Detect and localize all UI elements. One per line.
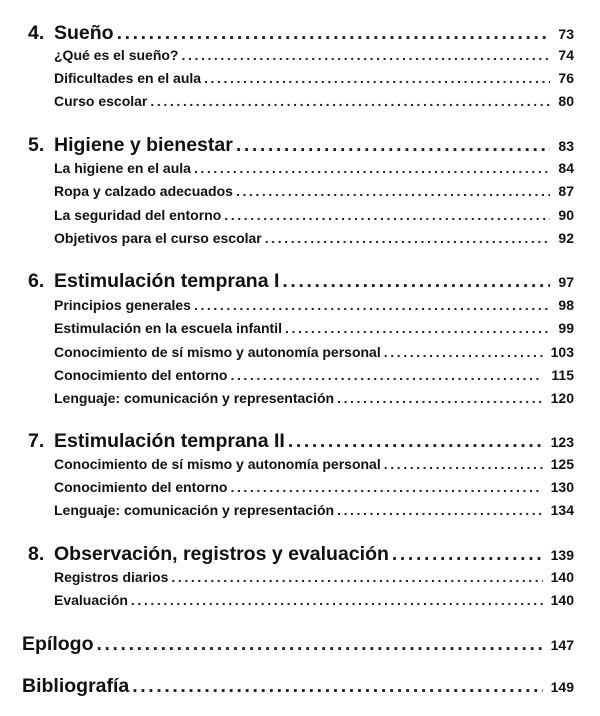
dot-leader bbox=[384, 344, 543, 360]
dot-leader bbox=[230, 367, 543, 383]
dot-leader bbox=[132, 675, 542, 698]
page-number: 97 bbox=[558, 274, 574, 290]
page-number: 123 bbox=[550, 434, 574, 450]
toc-entry[interactable] bbox=[54, 297, 574, 313]
toc-entry[interactable] bbox=[54, 479, 574, 495]
page-number: 76 bbox=[558, 70, 574, 86]
page-number: 84 bbox=[558, 160, 574, 176]
toc-entry[interactable] bbox=[54, 367, 574, 383]
page-number: 87 bbox=[558, 183, 574, 199]
toc-chapter-6[interactable] bbox=[28, 270, 574, 293]
entry-title: Registros diarios bbox=[54, 569, 169, 585]
page-number: 140 bbox=[550, 569, 574, 585]
chapter-title: Sueño bbox=[54, 22, 114, 44]
dot-leader bbox=[194, 160, 550, 176]
page-number: 83 bbox=[558, 138, 574, 154]
dot-leader bbox=[97, 633, 543, 656]
page-number: 92 bbox=[558, 230, 574, 246]
dot-leader bbox=[288, 430, 543, 453]
chapter-number: 4. bbox=[28, 22, 45, 44]
entry-title: Estimulación en la escuela infantil bbox=[54, 320, 282, 336]
toc-chapter-4[interactable] bbox=[28, 22, 574, 45]
chapter-number: 8. bbox=[28, 543, 45, 565]
dot-leader bbox=[265, 230, 551, 246]
page-number: 74 bbox=[558, 47, 574, 63]
dot-leader bbox=[194, 297, 550, 313]
dot-leader bbox=[181, 47, 550, 63]
dot-leader bbox=[337, 390, 543, 406]
toc-entry[interactable] bbox=[54, 569, 574, 585]
toc-epilogue[interactable] bbox=[22, 633, 574, 656]
dot-leader bbox=[117, 22, 551, 45]
entry-title: Curso escolar bbox=[54, 93, 148, 109]
page-number: 103 bbox=[550, 344, 574, 360]
chapter-number: 6. bbox=[28, 270, 45, 292]
dot-leader bbox=[224, 207, 550, 223]
dot-leader bbox=[204, 70, 550, 86]
chapter-title: Estimulación temprana II bbox=[54, 430, 285, 452]
page-number: 115 bbox=[551, 367, 574, 383]
page-number: 149 bbox=[550, 679, 574, 695]
toc-entry[interactable] bbox=[54, 390, 574, 406]
toc-entry[interactable] bbox=[54, 456, 574, 472]
entry-title: Conocimiento del entorno bbox=[54, 367, 228, 383]
toc-entry[interactable] bbox=[54, 230, 574, 246]
page-number: 99 bbox=[558, 320, 574, 336]
page-number: 130 bbox=[550, 479, 574, 495]
chapter-title: Observación, registros y evaluación bbox=[54, 543, 389, 565]
page-number: 90 bbox=[558, 207, 574, 223]
toc-entry[interactable] bbox=[54, 592, 574, 608]
toc-entry[interactable] bbox=[54, 344, 574, 360]
page-number: 80 bbox=[558, 93, 574, 109]
entry-title: Dificultades en el aula bbox=[54, 70, 202, 86]
toc-entry[interactable] bbox=[54, 70, 574, 86]
page-number: 147 bbox=[550, 637, 574, 653]
toc-entry[interactable] bbox=[54, 183, 574, 199]
page-number: 98 bbox=[558, 297, 574, 313]
entry-title: Conocimiento del entorno bbox=[54, 479, 228, 495]
entry-title: Principios generales bbox=[54, 297, 191, 313]
chapter-title: Higiene y bienestar bbox=[54, 134, 233, 156]
toc-chapter-5[interactable] bbox=[28, 134, 574, 157]
entry-title: Evaluación bbox=[54, 592, 128, 608]
page-number: 125 bbox=[550, 456, 574, 472]
dot-leader bbox=[282, 270, 550, 293]
dot-leader bbox=[285, 320, 550, 336]
dot-leader bbox=[392, 543, 543, 566]
chapter-number: 7. bbox=[28, 430, 45, 452]
dot-leader bbox=[171, 569, 542, 585]
entry-title: La seguridad del entorno bbox=[54, 207, 222, 223]
entry-title: Conocimiento de sí mismo y autonomía personal bbox=[54, 456, 381, 472]
entry-title: Bibliografía bbox=[22, 675, 130, 697]
toc-entry[interactable] bbox=[54, 320, 574, 336]
entry-title: Epílogo bbox=[22, 633, 94, 655]
dot-leader bbox=[236, 183, 550, 199]
toc-chapter-8[interactable] bbox=[28, 543, 574, 566]
entry-title: La higiene en el aula bbox=[54, 160, 191, 176]
toc-bibliography[interactable] bbox=[22, 675, 574, 698]
chapter-number: 5. bbox=[28, 134, 45, 156]
page-number: 134 bbox=[550, 502, 574, 518]
entry-title: Conocimiento de sí mismo y autonomía personal bbox=[54, 344, 381, 360]
toc-entry[interactable] bbox=[54, 502, 574, 518]
entry-title: Ropa y calzado adecuados bbox=[54, 183, 233, 199]
page-number: 140 bbox=[550, 592, 574, 608]
dot-leader bbox=[236, 134, 551, 157]
page-number: 120 bbox=[550, 390, 574, 406]
dot-leader bbox=[384, 456, 543, 472]
chapter-title: Estimulación temprana I bbox=[54, 270, 280, 292]
dot-leader bbox=[230, 479, 542, 495]
dot-leader bbox=[131, 592, 543, 608]
toc-entry[interactable] bbox=[54, 93, 574, 109]
toc-entry[interactable] bbox=[54, 207, 574, 223]
entry-title: ¿Qué es el sueño? bbox=[54, 47, 179, 63]
entry-title: Lenguaje: comunicación y representación bbox=[54, 502, 335, 518]
page-number: 139 bbox=[550, 547, 574, 563]
page-number: 73 bbox=[558, 26, 574, 42]
dot-leader bbox=[337, 502, 543, 518]
toc-entry[interactable] bbox=[54, 160, 574, 176]
toc-entry[interactable] bbox=[54, 47, 574, 63]
dot-leader bbox=[150, 93, 550, 109]
entry-title: Objetivos para el curso escolar bbox=[54, 230, 262, 246]
entry-title: Lenguaje: comunicación y representación bbox=[54, 390, 335, 406]
toc-chapter-7[interactable] bbox=[28, 430, 574, 453]
